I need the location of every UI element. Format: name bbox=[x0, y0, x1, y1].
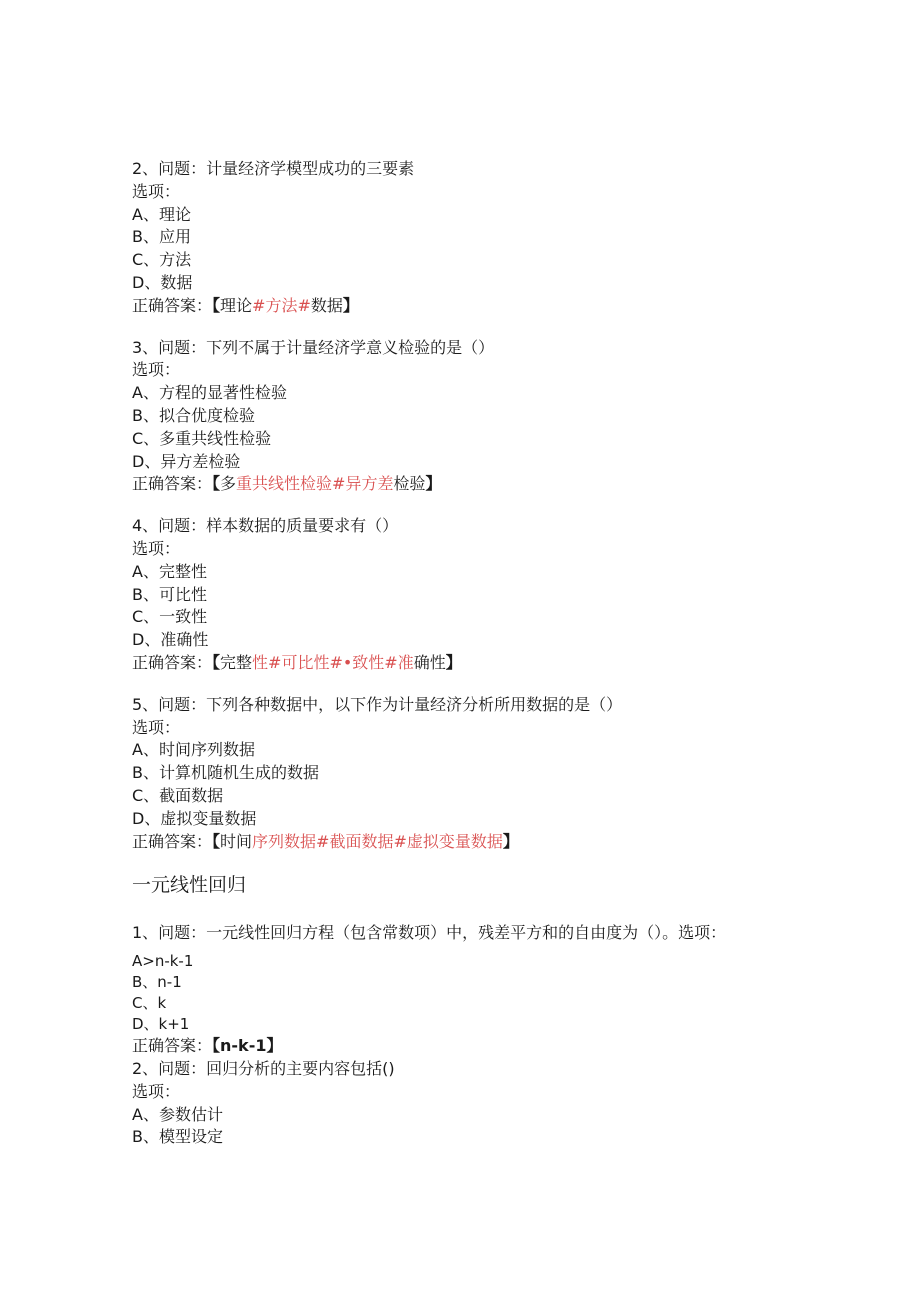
answer-text: 时间 bbox=[220, 831, 253, 851]
question-text: 3、问题：下列不属于计量经济学意义检验的是（） bbox=[132, 337, 495, 357]
answer-bracket-close: 】 bbox=[502, 831, 519, 851]
answer-line bbox=[132, 1035, 832, 1058]
answer-bracket-open: 【 bbox=[212, 652, 221, 672]
option-item: D、虚拟变量数据 bbox=[132, 808, 257, 828]
answer-text: 检验 bbox=[393, 474, 426, 494]
question-text: 4、问题：样本数据的质量要求有（） bbox=[132, 516, 399, 536]
question-block bbox=[132, 158, 832, 318]
question-block bbox=[132, 1058, 832, 1149]
option-item: B、可比性 bbox=[132, 584, 207, 604]
option-item: A>n-k-1 bbox=[132, 952, 194, 971]
question-block bbox=[132, 922, 832, 1058]
answer-bracket-open: 【 bbox=[212, 295, 221, 315]
answer-line bbox=[132, 473, 832, 496]
answer-bracket-close: 】 bbox=[445, 652, 462, 672]
section-title: 一元线性回归 bbox=[132, 874, 247, 897]
option-item: A、完整性 bbox=[132, 561, 207, 581]
question-text: 1、问题：一元线性回归方程（包含常数项）中，残差平方和的自由度为（）。选项： bbox=[132, 923, 727, 943]
option-item: D、异方差检验 bbox=[132, 451, 241, 471]
option-item: B、计算机随机生成的数据 bbox=[132, 763, 319, 783]
option-item: A、方程的显著性检验 bbox=[132, 383, 287, 403]
options-label: 选项： bbox=[132, 360, 181, 380]
answer-text: 理论 bbox=[220, 295, 253, 315]
option-item: A、参数估计 bbox=[132, 1104, 223, 1124]
answer-line bbox=[132, 295, 832, 318]
option-item: A、理论 bbox=[132, 204, 191, 224]
answer-highlight-text: #方法# bbox=[252, 295, 311, 315]
option-item: B、模型设定 bbox=[132, 1127, 223, 1147]
option-item: B、应用 bbox=[132, 227, 191, 247]
answer-text: 确性 bbox=[413, 652, 446, 672]
option-item: C、k bbox=[132, 994, 167, 1013]
answer-value: 【n-k-1】 bbox=[212, 1036, 283, 1056]
options-label: 选项： bbox=[132, 717, 181, 737]
option-item: D、数据 bbox=[132, 272, 193, 292]
option-item: B、n-1 bbox=[132, 973, 182, 992]
option-item: C、一致性 bbox=[132, 607, 208, 627]
options-label: 选项： bbox=[132, 181, 181, 201]
question-text: 2、问题：回归分析的主要内容包括() bbox=[132, 1058, 395, 1078]
option-item: D、k+1 bbox=[132, 1015, 190, 1034]
answer-bracket-close: 】 bbox=[425, 474, 442, 494]
answer-label: 正确答案： bbox=[132, 831, 213, 851]
answer-text: 数据 bbox=[310, 295, 343, 315]
option-item: B、拟合优度检验 bbox=[132, 405, 255, 425]
answer-text: 完整 bbox=[220, 652, 253, 672]
document-page bbox=[132, 158, 832, 1149]
option-item: C、多重共线性检验 bbox=[132, 428, 272, 448]
answer-label: 正确答案： bbox=[132, 295, 213, 315]
question-text: 2、问题：计量经济学模型成功的三要素 bbox=[132, 159, 415, 178]
question-block bbox=[132, 515, 832, 675]
question-text: 5、问题：下列各种数据中，以下作为计量经济分析所用数据的是（） bbox=[132, 694, 623, 714]
question-block bbox=[132, 337, 832, 497]
question-block bbox=[132, 694, 832, 854]
answer-text: 多 bbox=[220, 474, 237, 494]
answer-line bbox=[132, 831, 832, 854]
option-item: C、方法 bbox=[132, 250, 192, 270]
option-item: C、截面数据 bbox=[132, 785, 224, 805]
answer-bracket-close: 】 bbox=[342, 295, 359, 315]
question-list bbox=[132, 158, 832, 853]
options-label: 选项： bbox=[132, 1081, 181, 1101]
answer-line bbox=[132, 652, 832, 675]
answer-label: 正确答案： bbox=[132, 1036, 213, 1056]
answer-highlight-text: 序列数据#截面数据#虚拟变量数据 bbox=[252, 831, 503, 851]
answer-highlight-text: 性#可比性#•致性#准 bbox=[252, 652, 414, 672]
answer-bracket-open: 【 bbox=[212, 831, 221, 851]
answer-highlight-text: 重共线性检验#异方差 bbox=[236, 474, 394, 494]
answer-bracket-open: 【 bbox=[212, 474, 221, 494]
option-item: D、准确性 bbox=[132, 630, 209, 650]
answer-label: 正确答案： bbox=[132, 474, 213, 494]
options-label: 选项： bbox=[132, 538, 181, 558]
option-item: A、时间序列数据 bbox=[132, 740, 255, 760]
answer-label: 正确答案： bbox=[132, 652, 213, 672]
